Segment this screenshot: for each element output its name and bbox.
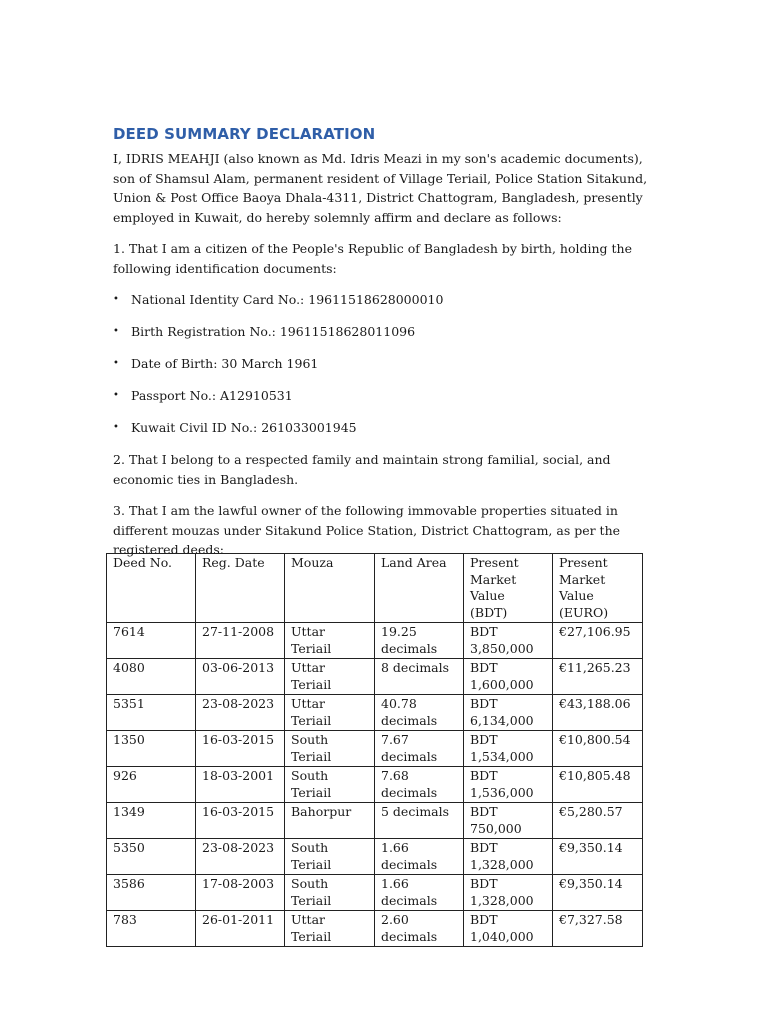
cell-deed-no: 926 <box>107 767 196 803</box>
cell-mouza: South Teriail <box>285 875 375 911</box>
cell-deed-no: 1349 <box>107 803 196 839</box>
clause-3: 3. That I am the lawful owner of the following immovable properties situated in different mouzas under Sitakund Police Station, District Chattogram, as per the registered deeds: <box>113 503 621 557</box>
cell-land-area: 1.66 decimals <box>375 839 464 875</box>
cell-value-bdt: BDT 750,000 <box>464 803 553 839</box>
table-row <box>107 695 643 731</box>
cell-land-area: 5 decimals <box>375 803 464 839</box>
cell-deed-no: 7614 <box>107 623 196 659</box>
cell-reg-date: 23-08-2023 <box>196 839 285 875</box>
bullet-icon: • <box>113 294 119 305</box>
cell-value-bdt: BDT 1,536,000 <box>464 767 553 803</box>
list-item <box>113 290 658 310</box>
cell-value-euro: €11,265.23 <box>553 659 643 695</box>
id-item-birth-registration: Birth Registration No.: 19611518628011096 <box>131 324 416 339</box>
id-documents-list <box>113 290 658 438</box>
cell-mouza: Uttar Teriail <box>285 911 375 947</box>
cell-deed-no: 1350 <box>107 731 196 767</box>
id-item-civil-id: Kuwait Civil ID No.: 261033001945 <box>131 420 357 435</box>
cell-land-area: 19.25 decimals <box>375 623 464 659</box>
table-header-row <box>107 554 643 623</box>
cell-value-euro: €27,106.95 <box>553 623 643 659</box>
bullet-icon: • <box>113 358 119 369</box>
cell-deed-no: 783 <box>107 911 196 947</box>
column-header-deed-no: Deed No. <box>107 554 196 623</box>
table-row <box>107 875 643 911</box>
cell-value-bdt: BDT 6,134,000 <box>464 695 553 731</box>
cell-deed-no: 5350 <box>107 839 196 875</box>
column-header-value-euro: Present Market Value (EURO) <box>553 554 643 623</box>
cell-value-bdt: BDT 1,328,000 <box>464 875 553 911</box>
cell-value-bdt: BDT 3,850,000 <box>464 623 553 659</box>
column-header-value-bdt: Present Market Value (BDT) <box>464 554 553 623</box>
document-body <box>113 125 658 572</box>
table-row <box>107 731 643 767</box>
cell-value-euro: €7,327.58 <box>553 911 643 947</box>
table-row <box>107 767 643 803</box>
deeds-table-body <box>107 623 643 947</box>
intro-paragraph: I, IDRIS MEAHJI (also known as Md. Idris Meazi in my son's academic documents), son of Shamsul Alam, permanent resident of Village Teriail, Police Station Sitakund, Union & Post Office Baoya Dhala-4311, District Chattogram, Bangladesh, presently employed in Kuwait, do hereby solemnly affirm and declare as follows: <box>113 151 648 225</box>
column-header-mouza: Mouza <box>285 554 375 623</box>
cell-value-bdt: BDT 1,328,000 <box>464 839 553 875</box>
id-item-passport: Passport No.: A12910531 <box>131 388 293 403</box>
cell-reg-date: 17-08-2003 <box>196 875 285 911</box>
cell-value-euro: €10,805.48 <box>553 767 643 803</box>
table-row <box>107 911 643 947</box>
cell-value-euro: €43,188.06 <box>553 695 643 731</box>
cell-value-euro: €10,800.54 <box>553 731 643 767</box>
cell-value-euro: €9,350.14 <box>553 839 643 875</box>
table-row <box>107 839 643 875</box>
cell-value-euro: €5,280.57 <box>553 803 643 839</box>
cell-reg-date: 16-03-2015 <box>196 731 285 767</box>
cell-land-area: 2.60 decimals <box>375 911 464 947</box>
list-item <box>113 386 658 406</box>
deeds-table <box>106 553 643 947</box>
cell-reg-date: 26-01-2011 <box>196 911 285 947</box>
table-row <box>107 623 643 659</box>
cell-mouza: Bahorpur <box>285 803 375 839</box>
cell-reg-date: 27-11-2008 <box>196 623 285 659</box>
cell-mouza: Uttar Teriail <box>285 659 375 695</box>
column-header-reg-date: Reg. Date <box>196 554 285 623</box>
bullet-icon: • <box>113 326 119 337</box>
cell-reg-date: 03-06-2013 <box>196 659 285 695</box>
cell-land-area: 40.78 decimals <box>375 695 464 731</box>
cell-reg-date: 18-03-2001 <box>196 767 285 803</box>
clause-2: 2. That I belong to a respected family and maintain strong familial, social, and economic ties in Bangladesh. <box>113 452 611 487</box>
cell-value-bdt: BDT 1,040,000 <box>464 911 553 947</box>
cell-value-euro: €9,350.14 <box>553 875 643 911</box>
cell-land-area: 8 decimals <box>375 659 464 695</box>
cell-value-bdt: BDT 1,600,000 <box>464 659 553 695</box>
id-item-dob: Date of Birth: 30 March 1961 <box>131 356 319 371</box>
cell-value-bdt: BDT 1,534,000 <box>464 731 553 767</box>
cell-deed-no: 4080 <box>107 659 196 695</box>
cell-mouza: South Teriail <box>285 839 375 875</box>
cell-mouza: Uttar Teriail <box>285 695 375 731</box>
cell-deed-no: 5351 <box>107 695 196 731</box>
clause-1: 1. That I am a citizen of the People's Republic of Bangladesh by birth, holding the following identification documents: <box>113 241 632 276</box>
id-item-nid: National Identity Card No.: 19611518628000010 <box>131 292 444 307</box>
list-item <box>113 322 658 342</box>
list-item <box>113 354 658 374</box>
list-item <box>113 418 658 438</box>
cell-land-area: 1.66 decimals <box>375 875 464 911</box>
document-title: DEED SUMMARY DECLARATION <box>113 125 376 143</box>
column-header-land-area: Land Area <box>375 554 464 623</box>
cell-reg-date: 23-08-2023 <box>196 695 285 731</box>
cell-reg-date: 16-03-2015 <box>196 803 285 839</box>
table-row <box>107 659 643 695</box>
cell-land-area: 7.67 decimals <box>375 731 464 767</box>
cell-mouza: South Teriail <box>285 731 375 767</box>
bullet-icon: • <box>113 422 119 433</box>
cell-land-area: 7.68 decimals <box>375 767 464 803</box>
cell-mouza: Uttar Teriail <box>285 623 375 659</box>
bullet-icon: • <box>113 390 119 401</box>
cell-deed-no: 3586 <box>107 875 196 911</box>
table-row <box>107 803 643 839</box>
cell-mouza: South Teriail <box>285 767 375 803</box>
